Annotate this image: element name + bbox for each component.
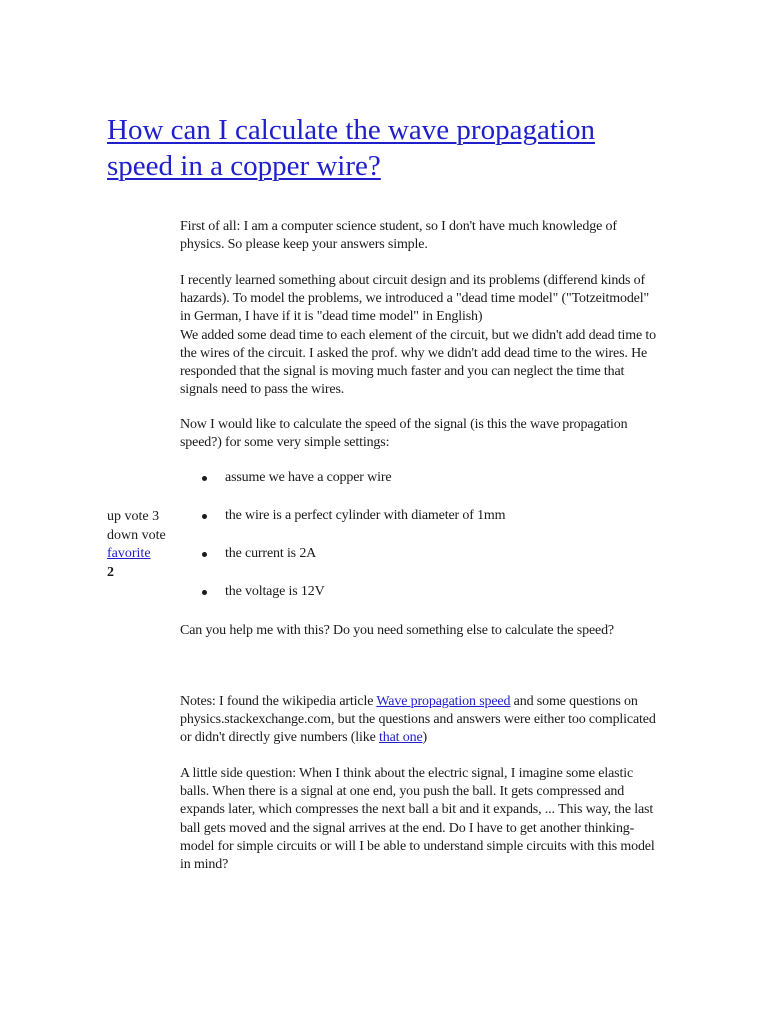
bullet-icon bbox=[202, 514, 207, 519]
question-title-line-2[interactable]: speed in a copper wire? bbox=[107, 150, 381, 182]
list-item bbox=[180, 545, 660, 583]
favorite-count: 2 bbox=[107, 564, 114, 580]
list-item bbox=[180, 583, 660, 621]
notes-text-end: ) bbox=[422, 730, 428, 746]
body-paragraph-intro: First of all: I am a computer science student, so I don't have much knowledge of physics. So please keep your answers simple. bbox=[180, 219, 617, 253]
list-item bbox=[180, 507, 660, 545]
body-paragraph-background-line1: I recently learned something about circuit design and its problems (differend kinds of hazards). To model the problems, we introduced a "dead time model" ("Totzeitmodel" in German, I have if it is "dead time model" in English) bbox=[180, 273, 650, 325]
list-item-text: the current is 2A bbox=[225, 546, 317, 561]
body-paragraph-question: Now I would like to calculate the speed of the signal (is this the wave propagation speed?) for some very simple settings: bbox=[180, 417, 628, 451]
list-item-text: the voltage is 12V bbox=[225, 584, 325, 599]
bullet-icon bbox=[202, 552, 207, 557]
favorite-link[interactable]: favorite bbox=[107, 546, 151, 561]
body-paragraph-request: Can you help me with this? Do you need something else to calculate the speed? bbox=[180, 623, 614, 638]
body-paragraph-notes bbox=[180, 693, 660, 748]
question-title-line-1[interactable]: How can I calculate the wave propagation bbox=[107, 114, 595, 146]
settings-list bbox=[180, 469, 660, 621]
that-one-link[interactable]: that one bbox=[379, 730, 423, 746]
bullet-icon bbox=[202, 476, 207, 481]
vote-panel bbox=[107, 508, 177, 582]
body-paragraph-background-line2: We added some dead time to each element of the circuit, but we didn't add dead time to the wires of the circuit. I asked the prof. why we didn't add dead time to the wires. He responded that the signal is moving much faster and you can neglect the time that signals need to pass the wires. bbox=[180, 327, 656, 398]
question-title-link[interactable] bbox=[107, 112, 687, 184]
up-vote-row bbox=[107, 508, 177, 527]
bullet-icon bbox=[202, 590, 207, 595]
body-paragraph-background bbox=[180, 272, 660, 399]
vote-score: 3 bbox=[152, 509, 160, 524]
wave-propagation-speed-link[interactable]: Wave propagation speed bbox=[376, 694, 511, 709]
notes-text-middle: and some questions on physics.stackexchange.com, but the questions and answers were either too complicated or didn't directly give numbers (like bbox=[180, 694, 656, 746]
list-item-text: the wire is a perfect cylinder with diameter of 1mm bbox=[225, 508, 506, 523]
up-vote-label[interactable]: up vote bbox=[107, 509, 149, 524]
list-item-text: assume we have a copper wire bbox=[225, 470, 392, 485]
body-paragraph-side-question: A little side question: When I think about the electric signal, I imagine some elastic balls. When there is a signal at one end, you push the ball. It gets compressed and expands later, which compresses the next ball a bit and it expands, ... This way, the last ball gets moved and the signal arrives at the end. Do I have to get another thinking-model for simple circuits or will I be able to understand simple circuits with this model in mind? bbox=[180, 766, 655, 873]
list-item bbox=[180, 469, 660, 507]
notes-text-start: Notes: I found the wikipedia article bbox=[180, 694, 377, 709]
down-vote-label[interactable]: down vote bbox=[107, 527, 166, 543]
